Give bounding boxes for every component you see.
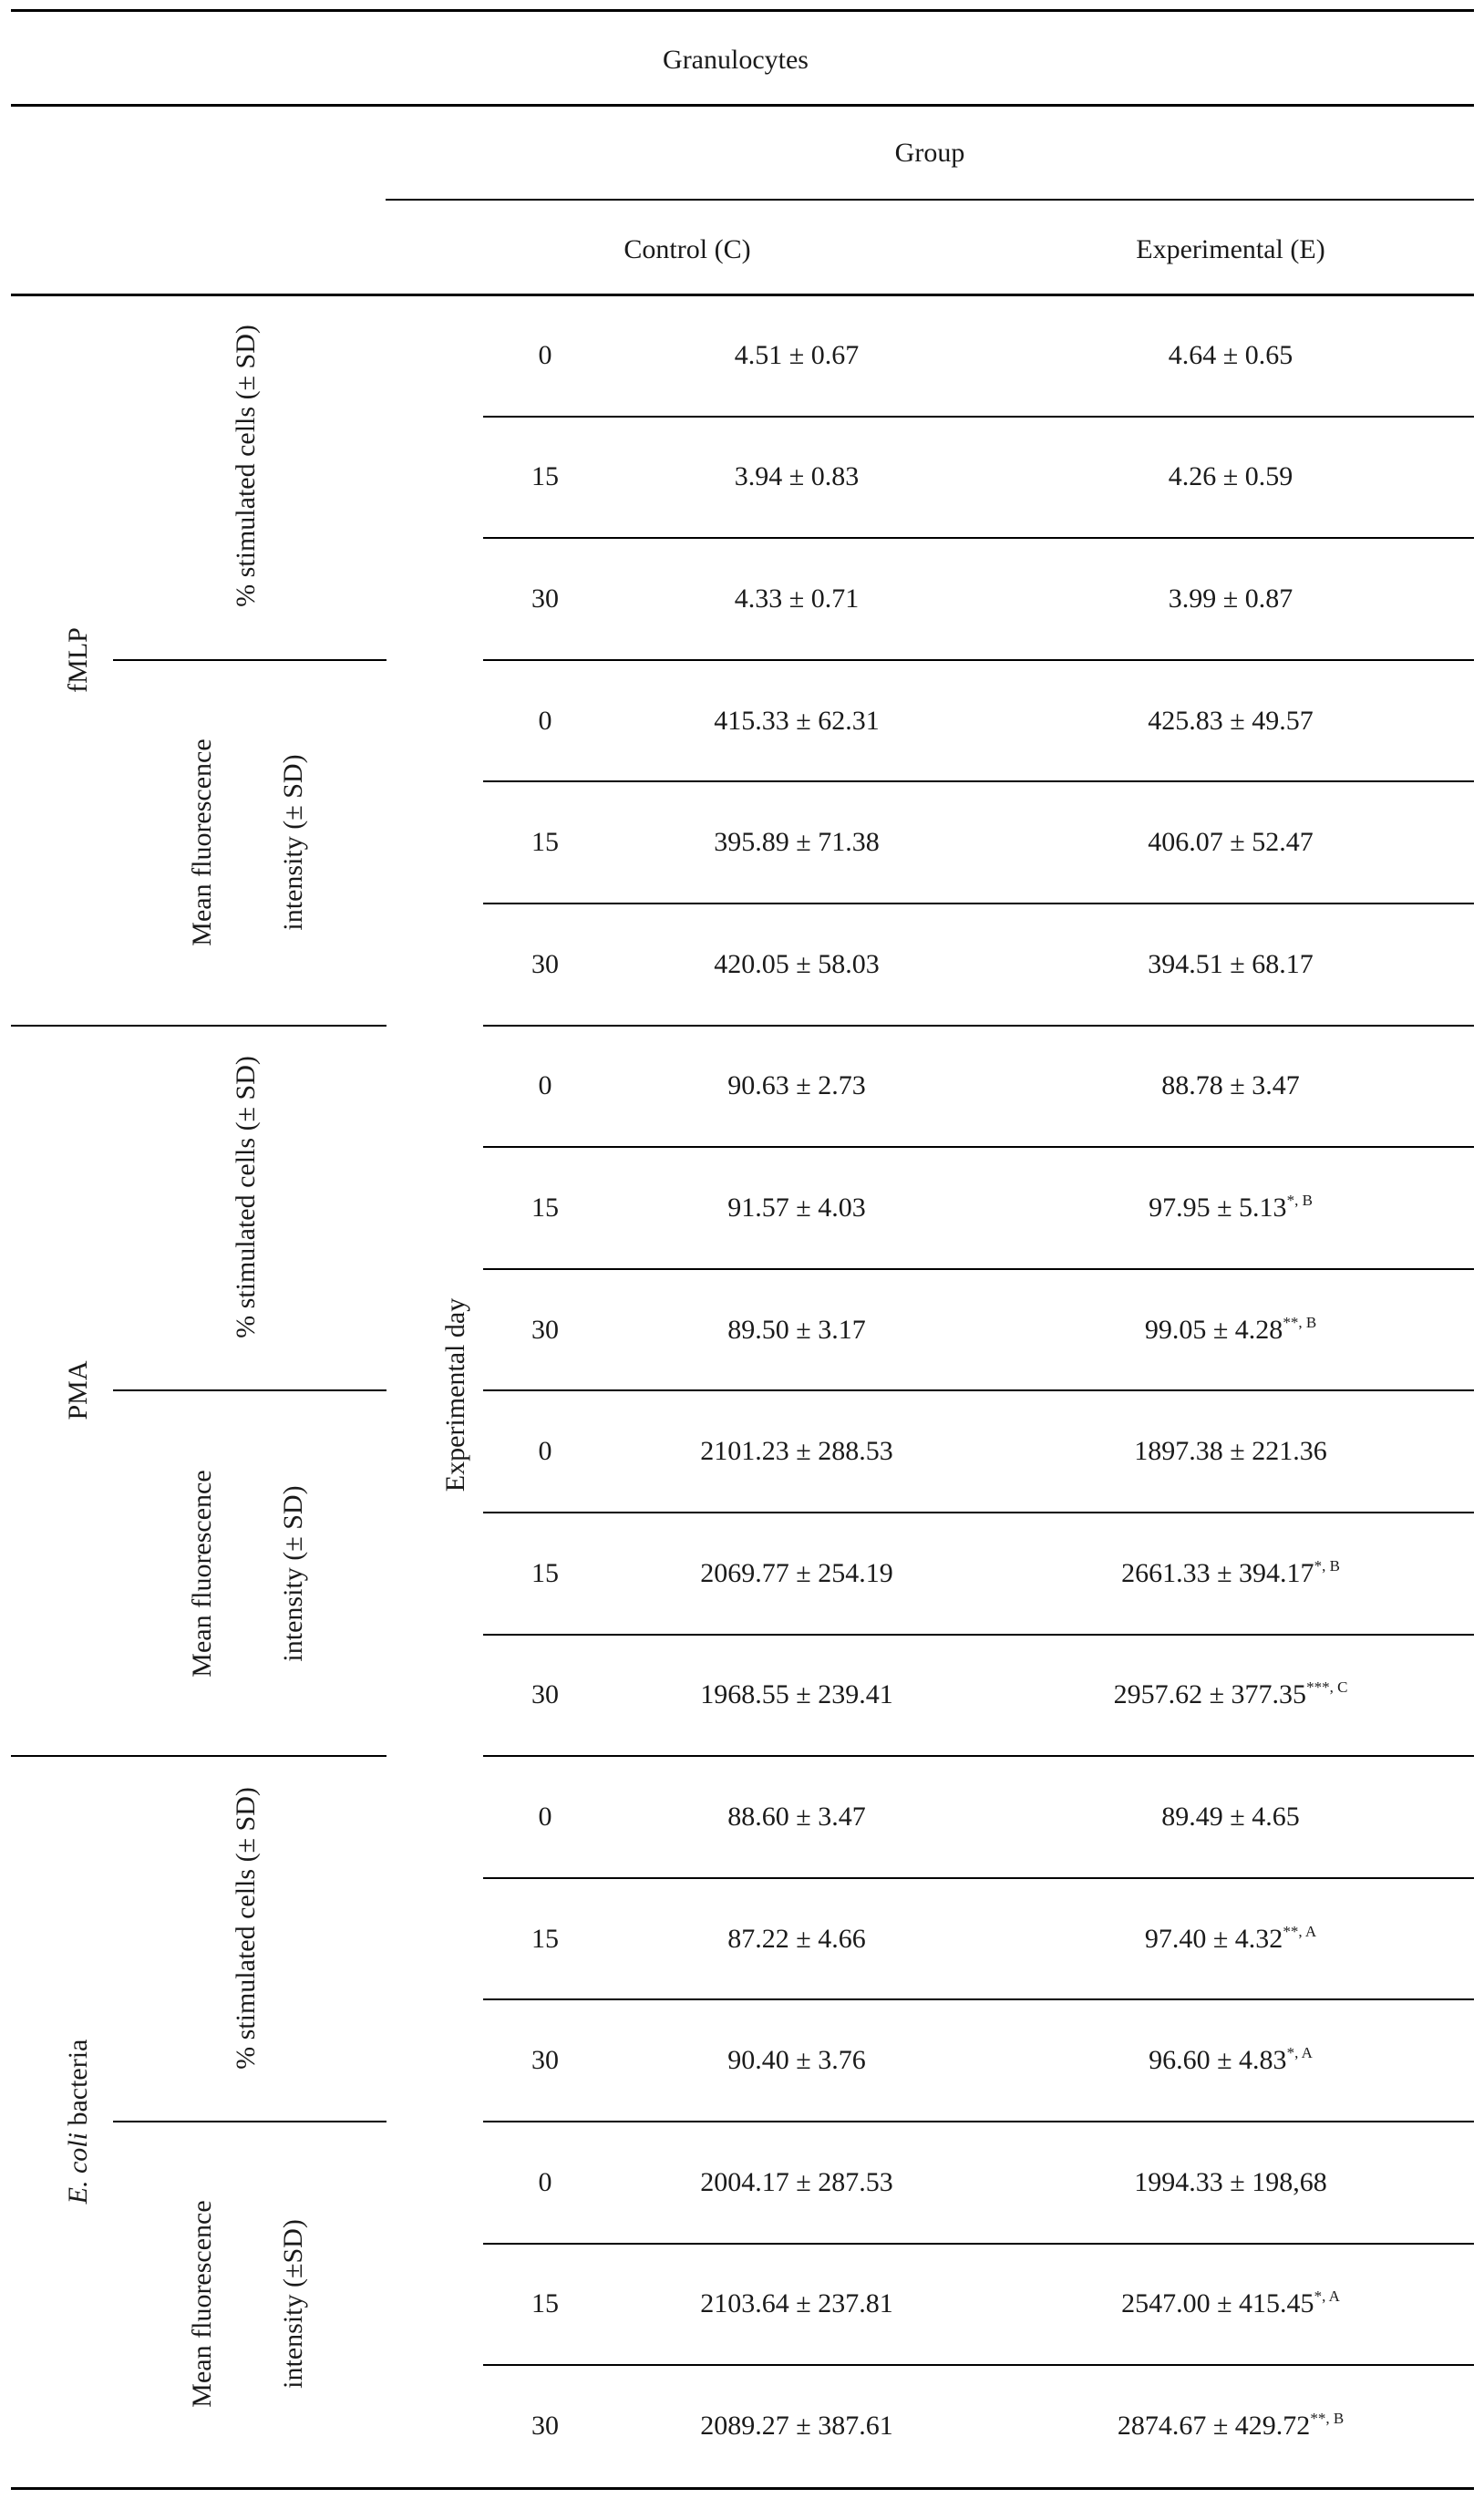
cell-experimental-value: 2547.00 ± 415.45 [1121,2288,1314,2319]
row-day: 30 [531,2045,559,2076]
row-divider [483,780,1474,782]
cell-control: 1968.55 ± 239.41 [700,1679,893,1710]
column-header-control: Control (C) [623,234,751,264]
significance-marker: *, A [1286,2044,1313,2062]
row-divider [483,537,1474,539]
row-divider [483,1025,1474,1027]
cell-experimental-value: 1994.33 ± 198,68 [1134,2166,1327,2197]
cell-control: 90.63 ± 2.73 [727,1070,866,1101]
cell-experimental [1118,2410,1344,2442]
significance-marker: *, A [1314,2287,1340,2306]
stimulant-divider [11,1755,386,1757]
cell-experimental-value: 97.95 ± 5.13 [1149,1193,1287,1223]
cell-experimental [1169,583,1293,615]
cell-experimental [1145,1923,1316,1956]
column-header-experimental: Experimental (E) [1136,234,1325,264]
row-day: 15 [531,1557,559,1588]
row-day: 15 [531,827,559,858]
cell-control: 3.94 ± 0.83 [734,461,860,492]
row-divider [483,1755,1474,1757]
cell-control: 2004.17 ± 287.53 [700,2166,893,2197]
cell-experimental [1161,1069,1299,1102]
cell-control: 2069.77 ± 254.19 [700,1557,893,1588]
row-day: 30 [531,1314,559,1345]
row-divider [483,1998,1474,2000]
measure-label-line1: Mean fluorescence [187,1470,217,1678]
cell-control: 420.05 ± 58.03 [714,948,880,979]
cell-experimental-value: 2957.62 ± 377.35 [1113,1679,1307,1710]
row-day: 30 [531,583,559,614]
row-day: 0 [538,1802,552,1832]
row-day: 0 [538,2166,552,2197]
cell-experimental [1121,2287,1340,2320]
row-divider [483,2121,1474,2122]
row-day: 30 [531,2411,559,2441]
row-day: 15 [531,2288,559,2319]
cell-experimental [1114,1678,1348,1711]
measure-divider [113,1389,386,1391]
row-divider [483,416,1474,418]
row-day: 0 [538,1070,552,1101]
cell-control: 2089.27 ± 387.61 [700,2411,893,2441]
stimulant-label [62,2039,95,2205]
cell-experimental [1148,948,1313,981]
cell-experimental-value: 425.83 ± 49.57 [1148,705,1314,736]
cell-control: 2103.64 ± 237.81 [700,2288,893,2319]
rule-top [11,9,1474,12]
row-day: 0 [538,339,552,370]
measure-label: % stimulated cells (± SD) [231,1786,261,2070]
measure-label-line2: intensity (±SD) [278,2219,308,2390]
measure-divider [113,659,386,661]
row-divider [483,1877,1474,1879]
row-day: 30 [531,1679,559,1710]
stimulant-label: PMA [63,1360,93,1420]
cell-experimental-value: 1897.38 ± 221.36 [1134,1436,1327,1467]
cell-experimental [1169,339,1293,372]
cell-experimental-value: 99.05 ± 4.28 [1144,1314,1283,1345]
experimental-day-axis-label: Experimental day [440,1297,470,1492]
cell-experimental [1169,460,1293,493]
significance-marker: *, B [1314,1556,1340,1575]
row-divider [483,1268,1474,1270]
cell-experimental [1149,2044,1313,2077]
row-day: 0 [538,705,552,736]
cell-control: 88.60 ± 3.47 [727,1802,866,1832]
cell-control: 395.89 ± 71.38 [714,827,880,858]
cell-control: 2101.23 ± 288.53 [700,1436,893,1467]
cell-experimental-value: 97.40 ± 4.32 [1144,1923,1283,1954]
cell-experimental-value: 4.64 ± 0.65 [1168,339,1293,370]
measure-label-line2: intensity (± SD) [278,754,308,931]
cell-experimental-value: 89.49 ± 4.65 [1161,1802,1300,1832]
cell-experimental-value: 2874.67 ± 429.72 [1117,2411,1311,2441]
cell-experimental [1149,1192,1313,1224]
row-day: 15 [531,1193,559,1223]
cell-experimental-value: 96.60 ± 4.83 [1149,2045,1287,2076]
row-divider [483,659,1474,661]
cell-experimental-value: 3.99 ± 0.87 [1168,583,1293,614]
significance-marker: *, B [1286,1192,1313,1209]
rule-below-title [11,104,1474,107]
measure-label-line1: Mean fluorescence [187,738,217,946]
rule-below-group [386,199,1474,201]
cell-experimental-value: 406.07 ± 52.47 [1148,827,1314,858]
cell-experimental-value: 4.26 ± 0.59 [1168,461,1293,492]
cell-experimental [1148,705,1313,738]
measure-label-line1: Mean fluorescence [187,2200,217,2409]
measure-label: % stimulated cells (± SD) [231,1056,261,1338]
row-divider [483,903,1474,904]
row-divider [483,1146,1474,1148]
row-day: 15 [531,461,559,492]
row-divider [483,1512,1474,1513]
cell-experimental-value: 2661.33 ± 394.17 [1121,1557,1314,1588]
cell-control: 90.40 ± 3.76 [727,2045,866,2076]
stimulant-label-rest: bacteria [63,2039,93,2133]
cell-control: 87.22 ± 4.66 [727,1923,866,1954]
measure-divider [113,2121,386,2122]
significance-marker: **, B [1283,1313,1317,1331]
cell-experimental-value: 394.51 ± 68.17 [1148,948,1314,979]
cell-experimental [1148,826,1313,859]
measure-label: % stimulated cells (± SD) [231,325,261,608]
row-divider [483,1634,1474,1636]
row-divider [483,2243,1474,2245]
cell-control: 91.57 ± 4.03 [727,1193,866,1223]
significance-marker: **, B [1310,2410,1345,2427]
cell-experimental [1134,2166,1326,2199]
cell-experimental-value: 88.78 ± 3.47 [1161,1070,1300,1101]
measure-label-line2: intensity (± SD) [278,1485,308,1662]
stimulant-divider [11,1025,386,1027]
cell-experimental [1145,1314,1316,1347]
cell-control: 415.33 ± 62.31 [714,705,880,736]
stimulant-label-italic: E. coli [63,2132,93,2205]
cell-control: 89.50 ± 3.17 [727,1314,866,1345]
cell-control: 4.51 ± 0.67 [734,339,860,370]
significance-marker: ***, C [1306,1678,1348,1697]
cell-experimental [1121,1557,1340,1590]
row-day: 15 [531,1923,559,1954]
row-day: 0 [538,1436,552,1467]
cell-experimental [1161,1801,1299,1833]
rule-bottom [11,2487,1474,2490]
rule-below-header [11,294,1474,296]
table-title: Granulocytes [663,45,809,75]
group-header: Group [894,138,965,168]
cell-experimental [1134,1435,1326,1468]
row-divider [483,2364,1474,2366]
row-day: 30 [531,948,559,979]
stimulant-label: fMLP [63,626,93,693]
significance-marker: **, A [1283,1922,1317,1940]
row-divider [483,1389,1474,1391]
cell-control: 4.33 ± 0.71 [734,583,860,614]
